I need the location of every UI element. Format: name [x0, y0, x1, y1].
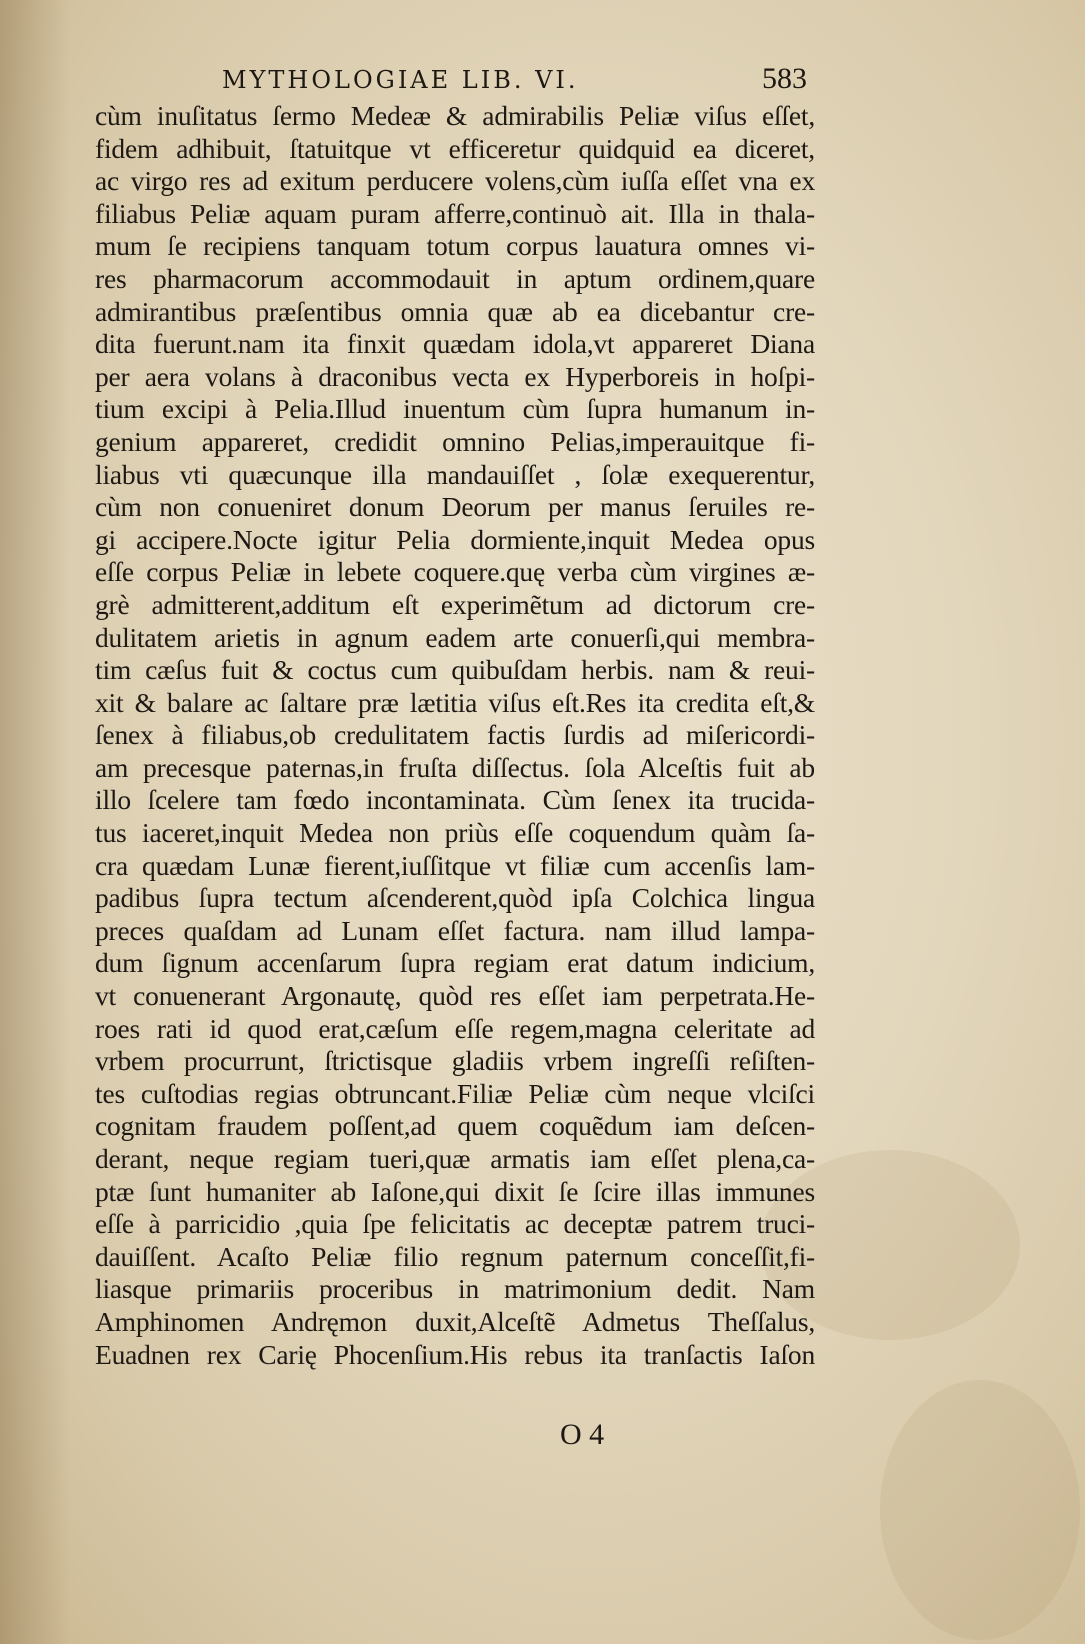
page-number: 583 [762, 62, 807, 95]
text-line: per aera volans à draconibus vecta ex Hyperboreis in hoſpi- [95, 360, 815, 392]
text-line: cùm inuſitatus ſermo Medeæ & admirabilis Peliæ viſus eſſet, [95, 100, 815, 131]
text-line: dita fuerunt.nam ita finxit quædam idola,vt appareret Diana [95, 328, 815, 360]
text-line: xit & balare ac ſaltare præ lætitia viſus eſt.Res ita credita eſt,& [95, 686, 815, 718]
text-line: vt conuenerant Argonautę, quòd res eſſet iam perpetrata.He- [95, 980, 815, 1012]
text-line: cra quædam Lunæ fierent,iuſſitque vt filiæ cum accenſis lam- [95, 849, 815, 881]
signature-mark: O 4 [560, 1418, 605, 1451]
text-line: dulitatem arietis in agnum eadem arte conuerſi,qui membra- [95, 621, 815, 653]
text-line: vrbem procurrunt, ſtrictisque gladiis vrbem ingreſſi reſiſten- [95, 1045, 815, 1077]
text-line: admirantibus præſentibus omnia quæ ab ea dicebantur cre- [95, 295, 815, 327]
text-line: mum ſe recipiens tanquam totum corpus lauatura omnes vi- [95, 230, 815, 262]
text-line: gi accipere.Nocte igitur Pelia dormiente,inquit Medea opus [95, 523, 815, 555]
text-line: eſſe corpus Peliæ in lebete coquere.quę verba cùm virgines æ- [95, 556, 815, 588]
text-line: Amphinomen Andręmon duxit,Alceſtẽ Admetus Theſſalus, [95, 1305, 815, 1337]
paper-stain [880, 1380, 1080, 1640]
text-line: padibus ſupra tectum aſcenderent,quòd ipſa Colchica lingua [95, 882, 815, 914]
text-line: tus iaceret,inquit Medea non priùs eſſe coquendum quàm ſa- [95, 817, 815, 849]
text-line: res pharmacorum accommodauit in aptum ordinem,quare [95, 262, 815, 294]
text-line: ac virgo res ad exitum perducere volens,cùm iuſſa eſſet vna ex [95, 165, 815, 197]
text-line: fidem adhibuit, ſtatuitque vt efficeretur quidquid ea diceret, [95, 132, 815, 164]
text-line: roes rati id quod erat,cæſum eſſe regem,magna celeritate ad [95, 1012, 815, 1044]
text-line: preces quaſdam ad Lunam eſſet factura. nam illud lampa- [95, 914, 815, 946]
text-line: dauiſſent. Acaſto Peliæ filio regnum paternum conceſſit,fi- [95, 1240, 815, 1272]
text-line: am precesque paternas,in fruſta diſſectus. ſola Alceſtis fuit ab [95, 751, 815, 783]
text-line: Euadnen rex Carię Phocenſium.His rebus ita tranſactis Iaſon [95, 1338, 815, 1370]
running-head [100, 60, 820, 100]
text-line: grè admitterent,additum eſt experimẽtum ad dictorum cre- [95, 588, 815, 620]
text-line: derant, neque regiam tueri,quæ armatis iam eſſet plena,ca- [95, 1143, 815, 1174]
text-line: genium appareret, credidit omnino Pelias,imperauitque fi- [95, 425, 815, 457]
text-line: tium excipi à Pelia.Illud inuentum cùm ſupra humanum in- [95, 393, 815, 425]
text-line: tes cuſtodias regias obtruncant.Filiæ Peliæ cùm neque vlciſci [95, 1077, 815, 1109]
text-line: filiabus Peliæ aquam puram afferre,continuò ait. Illa in thala- [95, 197, 815, 229]
body-text [95, 100, 815, 1371]
text-line: dum ſignum accenſarum ſupra regiam erat datum indicium, [95, 947, 815, 979]
text-line: ſenex à filiabus,ob credulitatem factis ſurdis ad miſericordi- [95, 719, 815, 751]
gutter-shadow [0, 0, 70, 1644]
text-line: tim cæſus fuit & coctus cum quibuſdam herbis. nam & reui- [95, 654, 815, 686]
text-line: liasque primariis proceribus in matrimonium dedit. Nam [95, 1273, 815, 1305]
text-line: eſſe à parricidio ,quia ſpe felicitatis ac deceptæ patrem truci- [95, 1208, 815, 1240]
text-line: cognitam fraudem poſſent,ad quem coquẽdum iam deſcen- [95, 1110, 815, 1142]
text-line: liabus vti quæcunque illa mandauiſſet , ſolæ exequerentur, [95, 458, 815, 490]
text-line: ptæ ſunt humaniter ab Iaſone,qui dixit ſe ſcire illas immunes [95, 1175, 815, 1207]
running-head-title: MYTHOLOGIAE LIB. VI. [222, 66, 579, 94]
text-line: illo ſcelere tam fœdo incontaminata. Cùm ſenex ita trucida- [95, 784, 815, 816]
text-line: cùm non conueniret donum Deorum per manus ſeruiles re- [95, 491, 815, 523]
